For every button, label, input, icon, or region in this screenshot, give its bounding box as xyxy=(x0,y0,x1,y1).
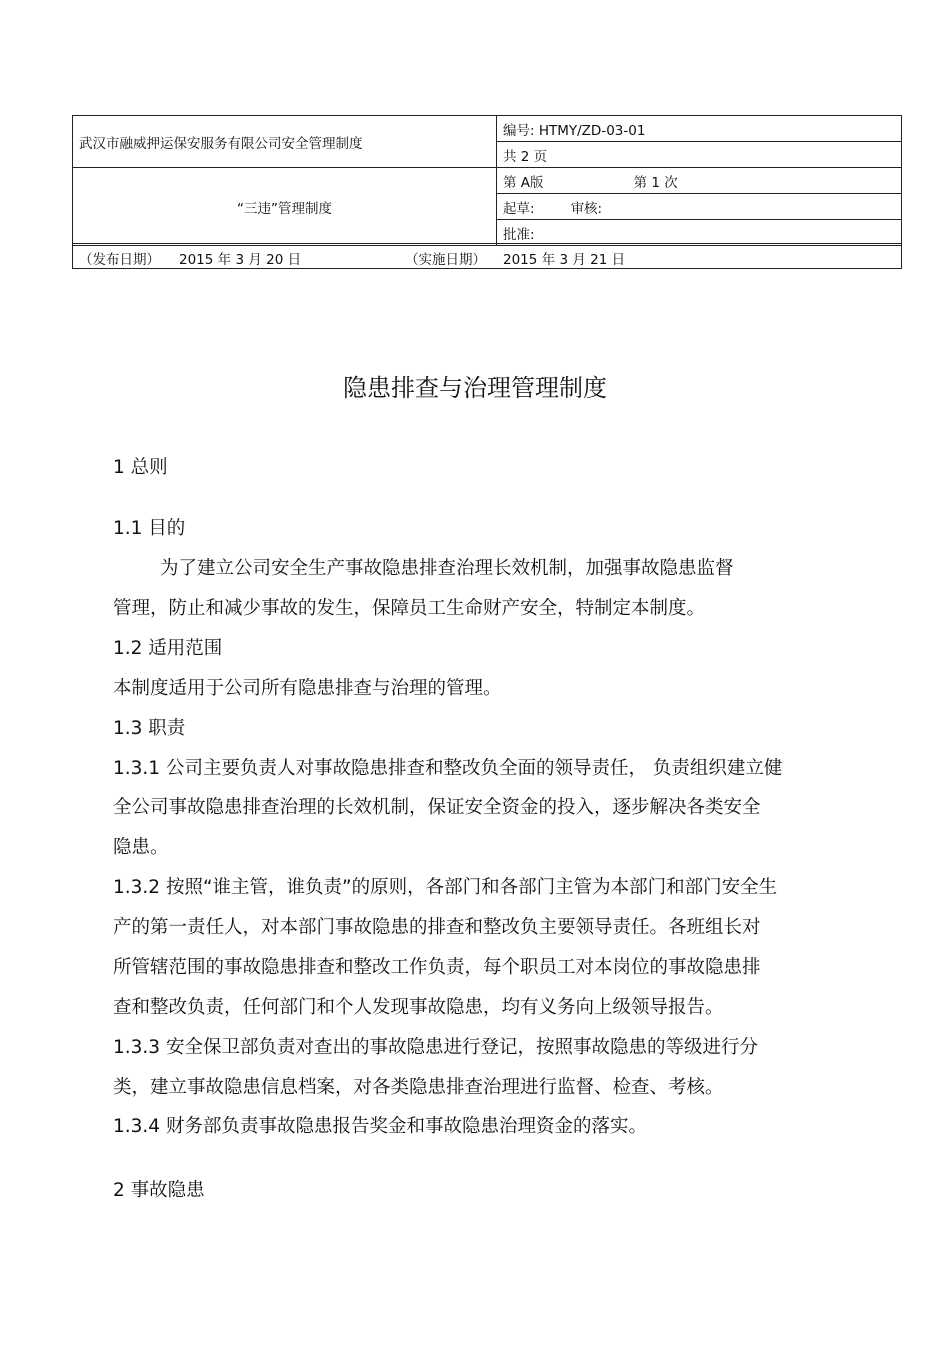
paragraph-line: 管理，防止和减少事故的发生，保障员工生命财产安全，特制定本制度。 xyxy=(113,598,706,619)
draft-review-cell xyxy=(497,194,902,220)
page-title: 隐患排查与治理管理制度 xyxy=(343,374,607,402)
paragraph-line: 产的第一责任人，对本部门事故隐患的排查和整改负主要领导责任。各班组长对 xyxy=(113,917,761,938)
subsection-heading: 1.1 目的 xyxy=(113,518,186,539)
subsection-heading: 1.2 适用范围 xyxy=(113,638,223,659)
page-count: 共 2 页 xyxy=(497,142,902,168)
paragraph-line: 类，建立事故隐患信息档案，对各类隐患排查治理进行监督、检查、考核。 xyxy=(113,1077,724,1098)
subsection-heading: 1.3 职责 xyxy=(113,718,186,739)
paragraph-line: 1.3.3 安全保卫部负责对查出的事故隐患进行登记，按照事故隐患的等级进行分 xyxy=(113,1037,758,1058)
paragraph-line: 本制度适用于公司所有隐患排查与治理的管理。 xyxy=(113,678,502,699)
review-label: 审核: xyxy=(570,200,603,217)
paragraph-line: 为了建立公司安全生产事故隐患排查治理长效机制，加强事故隐患监督 xyxy=(160,558,734,579)
paragraph-line: 全公司事故隐患排查治理的长效机制，保证安全资金的投入，逐步解决各类安全 xyxy=(113,797,761,818)
paragraph-line: 1.3.1 公司主要负责人对事故隐患排查和整改负全面的领导责任， 负责组织建立健 xyxy=(113,758,783,779)
regulation-name: “三违”管理制度 xyxy=(73,168,497,246)
doc-number: 编号: HTMY/ZD-03-01 xyxy=(497,116,902,142)
paragraph-line: 隐患。 xyxy=(113,837,169,858)
paragraph-line: 查和整改负责，任何部门和个人发现事故隐患，均有义务向上级领导报告。 xyxy=(113,997,724,1018)
approve-label: 批准: xyxy=(497,220,902,246)
publish-label: （发布日期） xyxy=(79,252,160,268)
publish-date: 2015 年 3 月 20 日 xyxy=(179,252,302,268)
paragraph-line: 1.3.2 按照“谁主管，谁负责”的原则，各部门和各部门主管为本部门和部门安全生 xyxy=(113,877,778,898)
effective-label: （实施日期） xyxy=(405,252,486,268)
paragraph-line: 所管辖范围的事故隐患排查和整改工作负责，每个职员工对本岗位的事故隐患排 xyxy=(113,957,761,978)
paragraph-line: 1.3.4 财务部负责事故隐患报告奖金和事故隐患治理资金的落实。 xyxy=(113,1116,647,1137)
version-cell xyxy=(497,168,902,194)
section-heading: 1 总则 xyxy=(113,457,168,478)
revision: 第 1 次 xyxy=(633,174,678,191)
company-cell: 武汉市融威押运保安服务有限公司安全管理制度 xyxy=(73,116,497,168)
draft-label: 起草: xyxy=(503,200,535,217)
effective-date: 2015 年 3 月 21 日 xyxy=(503,252,626,268)
section-heading: 2 事故隐患 xyxy=(113,1180,205,1201)
version: 第 A版 xyxy=(503,174,544,191)
document-header-table xyxy=(72,115,902,246)
date-row xyxy=(72,243,902,269)
